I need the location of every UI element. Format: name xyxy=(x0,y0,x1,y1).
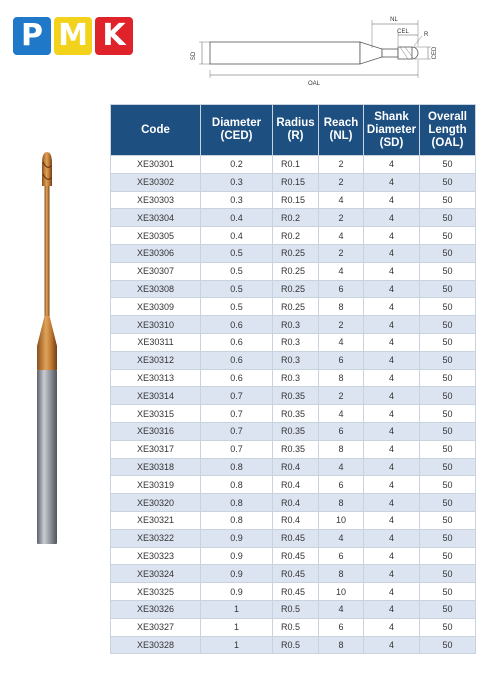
cell-radius: R0.25 xyxy=(273,280,319,298)
cell-overall-length: 50 xyxy=(420,387,476,405)
cell-diameter: 0.8 xyxy=(201,476,273,494)
cell-code: XE30308 xyxy=(111,280,201,298)
cell-code: XE30317 xyxy=(111,440,201,458)
cell-code: XE30319 xyxy=(111,476,201,494)
cell-shank-diameter: 4 xyxy=(364,458,420,476)
table-row xyxy=(111,529,476,547)
cell-radius: R0.4 xyxy=(273,494,319,512)
cell-diameter: 0.9 xyxy=(201,547,273,565)
table-row xyxy=(111,565,476,583)
cell-shank-diameter: 4 xyxy=(364,547,420,565)
cell-radius: R0.4 xyxy=(273,458,319,476)
table-row xyxy=(111,209,476,227)
diagram-shank xyxy=(210,42,360,64)
table-row xyxy=(111,333,476,351)
cell-code: XE30318 xyxy=(111,458,201,476)
table-row xyxy=(111,476,476,494)
cell-reach: 2 xyxy=(319,316,364,334)
cell-diameter: 0.5 xyxy=(201,280,273,298)
cell-shank-diameter: 4 xyxy=(364,440,420,458)
cell-diameter: 0.5 xyxy=(201,244,273,262)
cell-code: XE30302 xyxy=(111,173,201,191)
cell-code: XE30322 xyxy=(111,529,201,547)
cell-reach: 2 xyxy=(319,156,364,174)
cell-radius: R0.3 xyxy=(273,316,319,334)
nl-label: NL xyxy=(390,17,398,23)
cell-diameter: 0.2 xyxy=(201,156,273,174)
cell-overall-length: 50 xyxy=(420,173,476,191)
cell-overall-length: 50 xyxy=(420,618,476,636)
table-row xyxy=(111,636,476,654)
cell-overall-length: 50 xyxy=(420,262,476,280)
cell-overall-length: 50 xyxy=(420,351,476,369)
cell-overall-length: 50 xyxy=(420,191,476,209)
cell-code: XE30324 xyxy=(111,565,201,583)
cell-reach: 2 xyxy=(319,209,364,227)
cell-reach: 4 xyxy=(319,529,364,547)
cell-diameter: 0.9 xyxy=(201,565,273,583)
cell-overall-length: 50 xyxy=(420,547,476,565)
cell-overall-length: 50 xyxy=(420,405,476,423)
cell-shank-diameter: 4 xyxy=(364,529,420,547)
cell-diameter: 0.7 xyxy=(201,405,273,423)
cell-code: XE30306 xyxy=(111,244,201,262)
cell-radius: R0.45 xyxy=(273,547,319,565)
cell-radius: R0.35 xyxy=(273,440,319,458)
cell-radius: R0.3 xyxy=(273,351,319,369)
table-row xyxy=(111,369,476,387)
cell-shank-diameter: 4 xyxy=(364,244,420,262)
table-row xyxy=(111,156,476,174)
header-code: Code xyxy=(111,105,201,156)
cell-diameter: 0.9 xyxy=(201,529,273,547)
cell-diameter: 0.8 xyxy=(201,458,273,476)
cell-reach: 6 xyxy=(319,280,364,298)
cell-overall-length: 50 xyxy=(420,316,476,334)
cell-radius: R0.2 xyxy=(273,209,319,227)
table-header-row xyxy=(111,105,476,156)
table-row xyxy=(111,422,476,440)
cell-reach: 4 xyxy=(319,405,364,423)
cell-reach: 8 xyxy=(319,440,364,458)
tool-neck xyxy=(45,186,50,316)
header-reach: Reach (NL) xyxy=(319,105,364,156)
header-shank-diameter: Shank Diameter (SD) xyxy=(364,105,420,156)
table-row xyxy=(111,405,476,423)
logo-letter-p: P xyxy=(13,17,51,55)
cell-code: XE30301 xyxy=(111,156,201,174)
cell-shank-diameter: 4 xyxy=(364,262,420,280)
diagram-neck xyxy=(382,49,398,57)
cell-radius: R0.5 xyxy=(273,636,319,654)
cell-radius: R0.1 xyxy=(273,156,319,174)
cell-reach: 4 xyxy=(319,262,364,280)
cell-diameter: 1 xyxy=(201,618,273,636)
table-row xyxy=(111,173,476,191)
table-row xyxy=(111,583,476,601)
cell-diameter: 0.7 xyxy=(201,440,273,458)
cell-overall-length: 50 xyxy=(420,440,476,458)
cell-diameter: 0.6 xyxy=(201,316,273,334)
cell-reach: 4 xyxy=(319,458,364,476)
cell-radius: R0.35 xyxy=(273,405,319,423)
table-row xyxy=(111,458,476,476)
cell-diameter: 0.6 xyxy=(201,333,273,351)
table-row xyxy=(111,191,476,209)
tool-cutting-head xyxy=(42,152,52,186)
cell-reach: 6 xyxy=(319,547,364,565)
cell-reach: 4 xyxy=(319,227,364,245)
diagram-cutting-edge xyxy=(398,47,412,59)
cell-overall-length: 50 xyxy=(420,476,476,494)
cell-reach: 10 xyxy=(319,511,364,529)
cell-overall-length: 50 xyxy=(420,600,476,618)
cell-radius: R0.35 xyxy=(273,422,319,440)
diagram-ball-nose xyxy=(412,47,418,59)
sd-label: SD xyxy=(191,51,197,61)
cell-diameter: 1 xyxy=(201,600,273,618)
cell-overall-length: 50 xyxy=(420,369,476,387)
cell-reach: 2 xyxy=(319,244,364,262)
cell-reach: 8 xyxy=(319,494,364,512)
cell-shank-diameter: 4 xyxy=(364,583,420,601)
cell-overall-length: 50 xyxy=(420,511,476,529)
cell-diameter: 0.9 xyxy=(201,583,273,601)
cell-radius: R0.3 xyxy=(273,369,319,387)
header-diameter: Diameter (CED) xyxy=(201,105,273,156)
cell-reach: 6 xyxy=(319,422,364,440)
cell-overall-length: 50 xyxy=(420,333,476,351)
dimension-diagram xyxy=(186,12,446,90)
cell-radius: R0.45 xyxy=(273,529,319,547)
cell-code: XE30325 xyxy=(111,583,201,601)
cell-diameter: 0.7 xyxy=(201,387,273,405)
cell-shank-diameter: 4 xyxy=(364,405,420,423)
cell-code: XE30311 xyxy=(111,333,201,351)
cell-code: XE30327 xyxy=(111,618,201,636)
cell-overall-length: 50 xyxy=(420,529,476,547)
cell-diameter: 0.5 xyxy=(201,298,273,316)
cell-shank-diameter: 4 xyxy=(364,511,420,529)
cell-shank-diameter: 4 xyxy=(364,298,420,316)
cell-code: XE30313 xyxy=(111,369,201,387)
logo-letter-k: K xyxy=(95,17,133,55)
cell-radius: R0.3 xyxy=(273,333,319,351)
cell-shank-diameter: 4 xyxy=(364,636,420,654)
table-body xyxy=(111,156,476,654)
cell-diameter: 0.8 xyxy=(201,494,273,512)
table-row xyxy=(111,440,476,458)
cell-radius: R0.4 xyxy=(273,476,319,494)
cell-code: XE30316 xyxy=(111,422,201,440)
cell-reach: 2 xyxy=(319,387,364,405)
cell-diameter: 1 xyxy=(201,636,273,654)
cell-diameter: 0.6 xyxy=(201,351,273,369)
cell-reach: 8 xyxy=(319,565,364,583)
cell-radius: R0.45 xyxy=(273,583,319,601)
cell-radius: R0.25 xyxy=(273,262,319,280)
cell-shank-diameter: 4 xyxy=(364,191,420,209)
cell-code: XE30321 xyxy=(111,511,201,529)
cell-code: XE30312 xyxy=(111,351,201,369)
cell-code: XE30323 xyxy=(111,547,201,565)
cell-reach: 4 xyxy=(319,191,364,209)
cell-reach: 8 xyxy=(319,636,364,654)
cell-radius: R0.35 xyxy=(273,387,319,405)
diagram-taper xyxy=(360,42,382,64)
cell-radius: R0.25 xyxy=(273,298,319,316)
oal-label: OAL xyxy=(307,81,321,87)
table-row xyxy=(111,351,476,369)
cell-reach: 2 xyxy=(319,173,364,191)
cell-code: XE30310 xyxy=(111,316,201,334)
table-row xyxy=(111,618,476,636)
header-radius: Radius (R) xyxy=(273,105,319,156)
cell-diameter: 0.4 xyxy=(201,209,273,227)
cell-code: XE30305 xyxy=(111,227,201,245)
cell-overall-length: 50 xyxy=(420,244,476,262)
logo-letter-m: M xyxy=(54,17,92,55)
table-row xyxy=(111,262,476,280)
cell-radius: R0.5 xyxy=(273,618,319,636)
cell-radius: R0.2 xyxy=(273,227,319,245)
cell-diameter: 0.3 xyxy=(201,191,273,209)
tool-taper xyxy=(37,316,57,346)
cell-overall-length: 50 xyxy=(420,298,476,316)
cell-code: XE30309 xyxy=(111,298,201,316)
cell-code: XE30303 xyxy=(111,191,201,209)
cell-shank-diameter: 4 xyxy=(364,387,420,405)
cell-radius: R0.4 xyxy=(273,511,319,529)
cell-shank-diameter: 4 xyxy=(364,565,420,583)
table-row xyxy=(111,600,476,618)
cell-overall-length: 50 xyxy=(420,422,476,440)
cell-code: XE30320 xyxy=(111,494,201,512)
cell-shank-diameter: 4 xyxy=(364,316,420,334)
cell-radius: R0.15 xyxy=(273,173,319,191)
cell-shank-diameter: 4 xyxy=(364,280,420,298)
cell-shank-diameter: 4 xyxy=(364,476,420,494)
cell-reach: 6 xyxy=(319,618,364,636)
end-mill-image xyxy=(32,148,62,548)
cell-shank-diameter: 4 xyxy=(364,209,420,227)
cell-overall-length: 50 xyxy=(420,636,476,654)
cell-reach: 4 xyxy=(319,333,364,351)
cell-shank-diameter: 4 xyxy=(364,422,420,440)
table-row xyxy=(111,280,476,298)
cell-shank-diameter: 4 xyxy=(364,333,420,351)
table-row xyxy=(111,387,476,405)
cell-shank-diameter: 4 xyxy=(364,369,420,387)
cell-overall-length: 50 xyxy=(420,458,476,476)
cell-overall-length: 50 xyxy=(420,280,476,298)
cell-diameter: 0.6 xyxy=(201,369,273,387)
cell-code: XE30307 xyxy=(111,262,201,280)
cell-overall-length: 50 xyxy=(420,227,476,245)
cell-overall-length: 50 xyxy=(420,209,476,227)
table-row xyxy=(111,244,476,262)
cell-overall-length: 50 xyxy=(420,494,476,512)
cell-code: XE30304 xyxy=(111,209,201,227)
r-label: R xyxy=(424,32,429,38)
cell-shank-diameter: 4 xyxy=(364,600,420,618)
cell-shank-diameter: 4 xyxy=(364,227,420,245)
cell-code: XE30326 xyxy=(111,600,201,618)
cell-code: XE30328 xyxy=(111,636,201,654)
table-row xyxy=(111,316,476,334)
cell-overall-length: 50 xyxy=(420,583,476,601)
cell-overall-length: 50 xyxy=(420,565,476,583)
cell-radius: R0.5 xyxy=(273,600,319,618)
cell-shank-diameter: 4 xyxy=(364,156,420,174)
table-row xyxy=(111,511,476,529)
specs-table xyxy=(110,104,476,654)
header-overall-length: Overall Length (OAL) xyxy=(420,105,476,156)
cell-radius: R0.45 xyxy=(273,565,319,583)
cell-overall-length: 50 xyxy=(420,156,476,174)
table-row xyxy=(111,227,476,245)
cell-shank-diameter: 4 xyxy=(364,494,420,512)
cell-diameter: 0.8 xyxy=(201,511,273,529)
cell-code: XE30314 xyxy=(111,387,201,405)
table-row xyxy=(111,547,476,565)
table-row xyxy=(111,298,476,316)
cell-diameter: 0.5 xyxy=(201,262,273,280)
pmk-logo xyxy=(13,17,133,55)
tool-shank xyxy=(37,370,57,544)
ced-label: CED xyxy=(432,46,438,60)
cell-reach: 6 xyxy=(319,351,364,369)
table-row xyxy=(111,494,476,512)
cell-shank-diameter: 4 xyxy=(364,351,420,369)
cell-shank-diameter: 4 xyxy=(364,173,420,191)
cell-diameter: 0.7 xyxy=(201,422,273,440)
cell-diameter: 0.3 xyxy=(201,173,273,191)
cell-shank-diameter: 4 xyxy=(364,618,420,636)
cell-reach: 10 xyxy=(319,583,364,601)
cell-reach: 4 xyxy=(319,600,364,618)
cell-reach: 6 xyxy=(319,476,364,494)
cell-radius: R0.15 xyxy=(273,191,319,209)
cell-diameter: 0.4 xyxy=(201,227,273,245)
cel-label: CEL xyxy=(397,29,409,35)
cell-reach: 8 xyxy=(319,369,364,387)
cell-reach: 8 xyxy=(319,298,364,316)
cell-radius: R0.25 xyxy=(273,244,319,262)
cell-code: XE30315 xyxy=(111,405,201,423)
